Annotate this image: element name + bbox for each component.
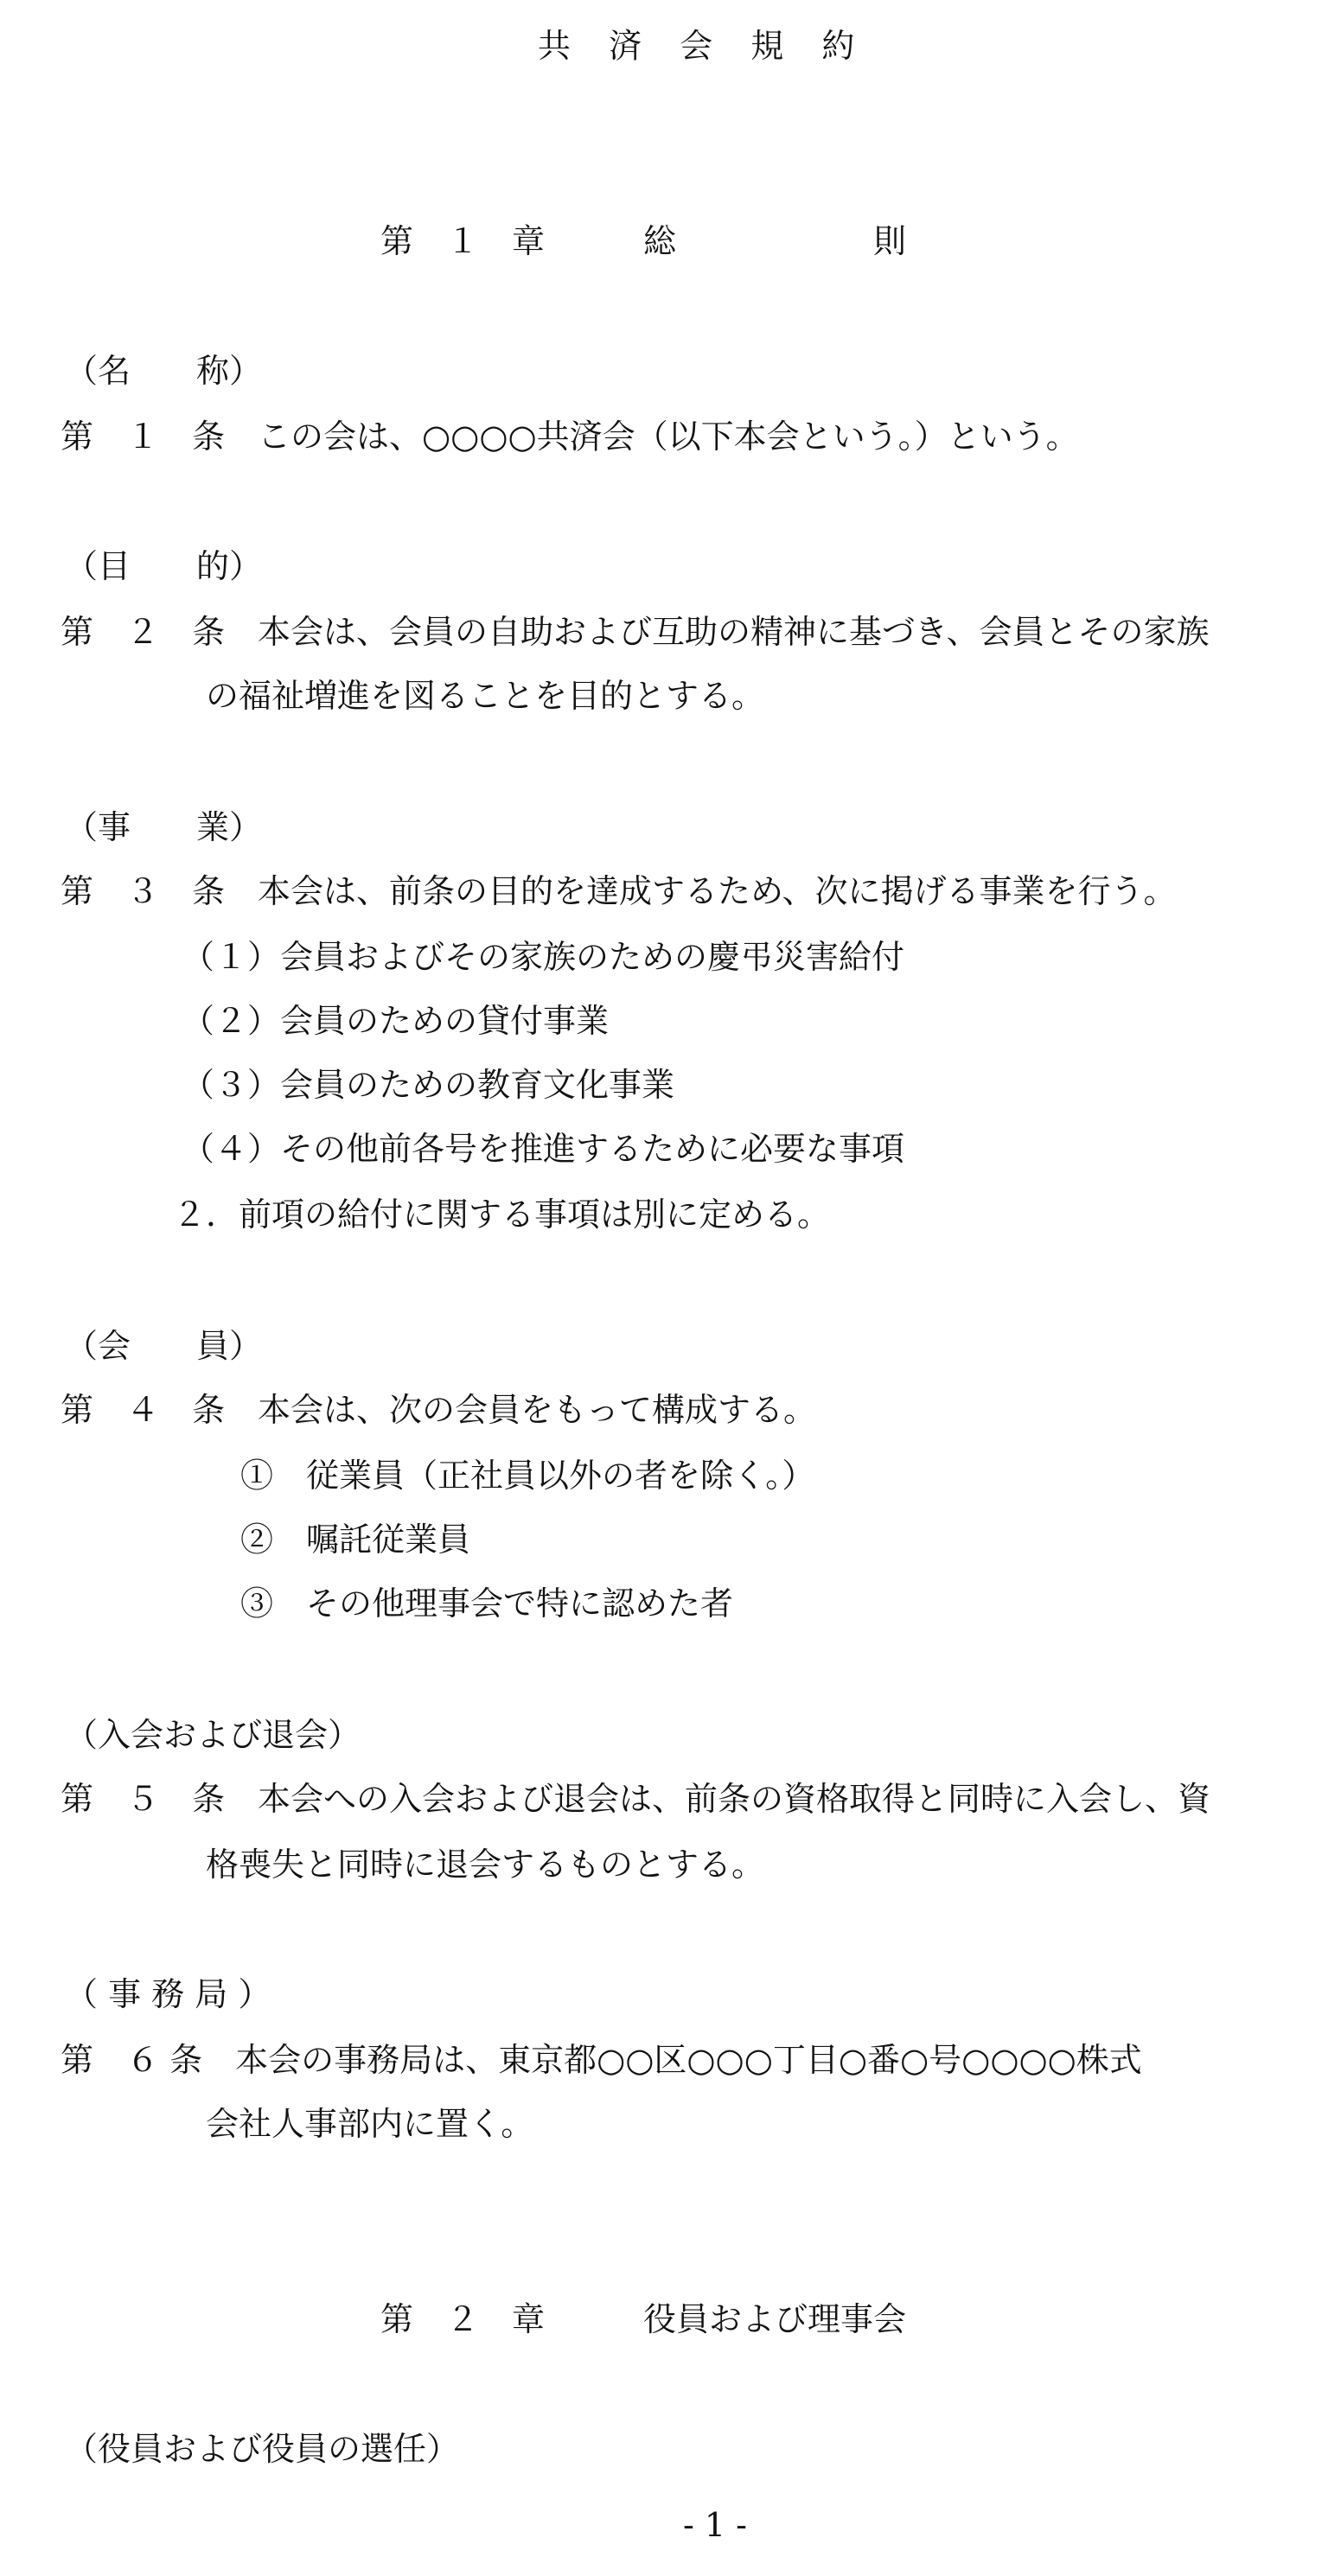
article-6-text-line1: 第 ６ 条 本会の事務局は、東京都○○区○○○丁目○番○号○○○○株式 bbox=[61, 2041, 1142, 2079]
article-2-text-line2: の福祉増進を図ることを目的とする。 bbox=[206, 677, 765, 715]
article-4-item-2: ② 嘱託従業員 bbox=[240, 1521, 471, 1559]
chapter-1-heading: 第 １ 章 総 則 bbox=[380, 222, 907, 260]
article-6-heading: （ 事 務 局 ） bbox=[65, 1975, 271, 2013]
article-3-text: 第 ３ 条 本会は、前条の目的を達成するため、次に掲げる事業を行う。 bbox=[61, 872, 1177, 910]
article-1-heading: （名 称） bbox=[65, 352, 263, 390]
article-3-paragraph-2: ２．前項の給付に関する事項は別に定める。 bbox=[173, 1196, 831, 1234]
article-3-item-2: （２）会員のための貸付事業 bbox=[182, 1002, 610, 1040]
article-7-heading: （役員および役員の選任） bbox=[65, 2430, 460, 2468]
article-3-item-3: （３）会員のための教育文化事業 bbox=[182, 1066, 675, 1104]
article-1-text: 第 １ 条 この会は、○○○○共済会（以下本会という。）という。 bbox=[61, 418, 1079, 456]
article-3-item-4: （４）その他前各号を推進するために必要な事項 bbox=[182, 1130, 905, 1168]
article-4-heading: （会 員） bbox=[65, 1327, 263, 1365]
article-4-item-3: ③ その他理事会で特に認めた者 bbox=[240, 1584, 734, 1623]
article-2-heading: （目 的） bbox=[65, 547, 263, 585]
article-4-item-1: ① 従業員（正社員以外の者を除く。） bbox=[240, 1457, 815, 1495]
article-6-text-line2: 会社人事部内に置く。 bbox=[206, 2105, 534, 2143]
article-3-heading: （事 業） bbox=[65, 808, 263, 846]
article-3-item-1: （１）会員およびその家族のための慶弔災害給付 bbox=[182, 938, 905, 976]
article-2-text-line1: 第 ２ 条 本会は、会員の自助および互助の精神に基づき、会員とその家族 bbox=[61, 613, 1210, 651]
article-5-text-line2: 格喪失と同時に退会するものとする。 bbox=[206, 1846, 765, 1884]
article-5-heading: （入会および退会） bbox=[65, 1716, 361, 1754]
document-title: 共 済 会 規 約 bbox=[538, 27, 869, 65]
chapter-2-heading: 第 ２ 章 役員および理事会 bbox=[380, 2300, 907, 2338]
article-5-text-line1: 第 ５ 条 本会への入会および退会は、前条の資格取得と同時に入会し、資 bbox=[61, 1780, 1211, 1818]
article-4-text: 第 ４ 条 本会は、次の会員をもって構成する。 bbox=[61, 1391, 817, 1429]
page-number: - 1 - bbox=[683, 2506, 748, 2544]
